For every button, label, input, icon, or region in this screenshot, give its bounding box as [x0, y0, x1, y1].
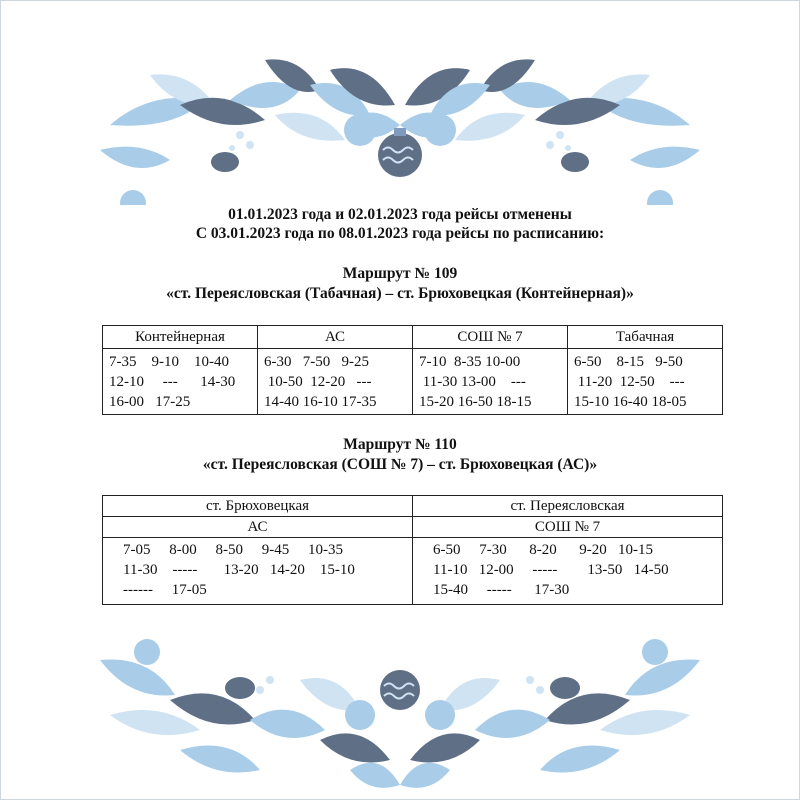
times-kontejnernaya [103, 349, 258, 415]
notice-text [0, 205, 800, 243]
times-line: 15-20 16-50 18-15 [419, 394, 532, 410]
times-line: 12-10 --- 14-30 [109, 374, 236, 390]
bottom-garland-decoration [0, 620, 800, 800]
column-subheader-sosh7: СОШ № 7 [413, 517, 723, 538]
route-109-schedule-table [102, 325, 723, 415]
times-tabachnaya [568, 349, 723, 415]
table-row [103, 538, 723, 605]
times-from-as [103, 538, 413, 605]
notice-line-2: С 03.01.2023 года по 08.01.2023 года рейсы по расписанию: [195, 225, 605, 242]
table-subheader-row [103, 517, 723, 538]
table-header-row [103, 496, 723, 517]
column-header-pereyaslovskaya: ст. Переясловская [413, 496, 723, 517]
column-header-sosh7: СОШ № 7 [413, 326, 568, 349]
top-garland-decoration [0, 30, 800, 205]
times-line: 14-40 16-10 17-35 [264, 394, 377, 410]
times-sosh7 [413, 349, 568, 415]
times-line: 7-10 8-35 10-00 [419, 354, 521, 370]
times-line: 7-35 9-10 10-40 [109, 354, 229, 370]
times-line: 15-40 ----- 17-30 [433, 582, 570, 598]
times-line: 11-10 12-00 ----- 13-50 14-50 [433, 562, 669, 578]
times-line: 6-50 8-15 9-50 [574, 354, 683, 370]
route-110-subtitle: «ст. Переясловская (СОШ № 7) – ст. Брюховецкая (АС)» [202, 456, 598, 473]
times-line: 15-10 16-40 18-05 [574, 394, 687, 410]
table-header-row [103, 326, 723, 349]
times-line: 11-30 ----- 13-20 14-20 15-10 [123, 562, 355, 578]
column-header-tabachnaya: Табачная [568, 326, 723, 349]
column-header-bryukhovetskaya: ст. Брюховецкая [103, 496, 413, 517]
times-line: 11-30 13-00 --- [419, 374, 526, 390]
route-110-heading [0, 435, 800, 475]
times-from-sosh7 [413, 538, 723, 605]
column-subheader-as: АС [103, 517, 413, 538]
route-110-schedule-table [102, 495, 723, 605]
column-header-kontejnernaya: Контейнерная [103, 326, 258, 349]
notice-line-1: 01.01.2023 года и 02.01.2023 года рейсы отменены [228, 206, 572, 223]
times-as [258, 349, 413, 415]
times-line: ------ 17-05 [123, 582, 207, 598]
column-header-as: АС [258, 326, 413, 349]
times-line: 6-30 7-50 9-25 [264, 354, 369, 370]
times-line: 7-05 8-00 8-50 9-45 10-35 [123, 542, 343, 558]
times-line: 16-00 17-25 [109, 394, 191, 410]
times-line: 10-50 12-20 --- [264, 374, 372, 390]
times-line: 6-50 7-30 8-20 9-20 10-15 [433, 542, 653, 558]
route-109-heading [0, 264, 800, 304]
route-110-title: Маршрут № 110 [343, 436, 457, 453]
route-109-title: Маршрут № 109 [342, 265, 458, 282]
table-row [103, 349, 723, 415]
route-109-subtitle: «ст. Переясловская (Табачная) – ст. Брюховецкая (Контейнерная)» [166, 285, 634, 302]
times-line: 11-20 12-50 --- [574, 374, 685, 390]
